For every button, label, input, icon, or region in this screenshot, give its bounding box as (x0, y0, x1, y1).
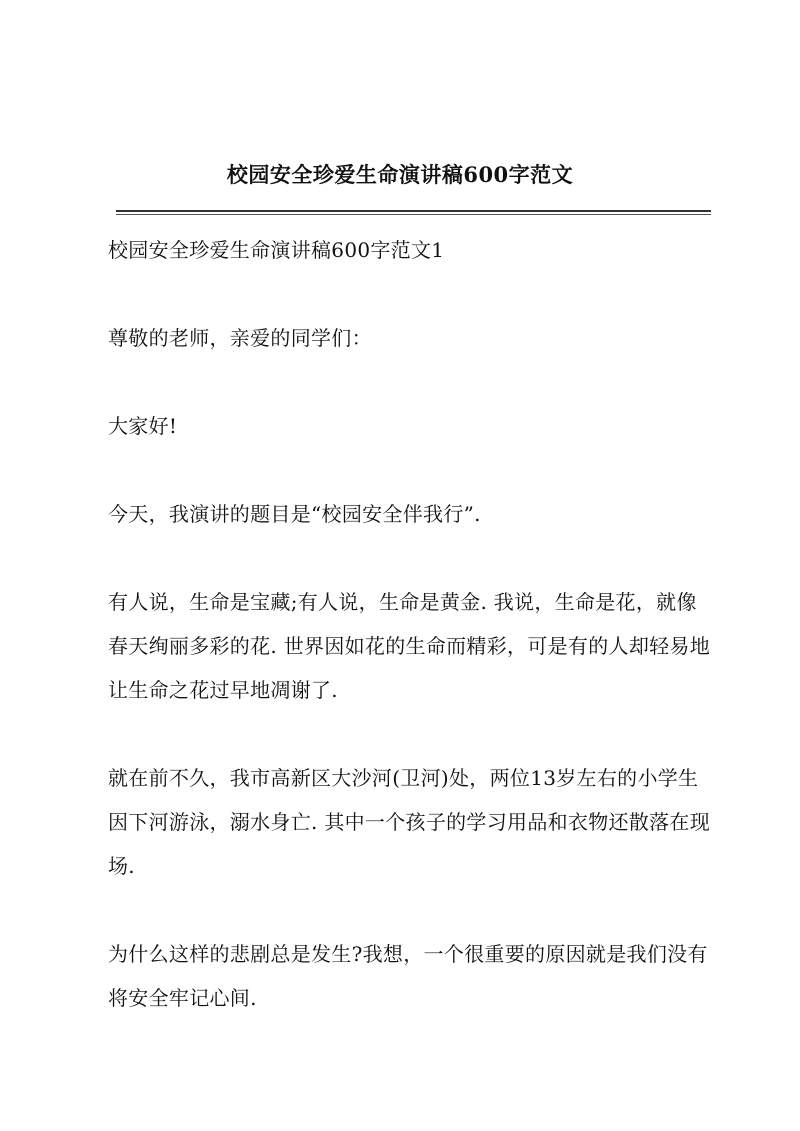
topic-paragraph: 今天，我演讲的题目是“校园安全伴我行”. (108, 502, 481, 526)
body-paragraph: 就在前不久，我市高新区大沙河(卫河)处，两位13岁左右的小学生因下河游泳，溺水身亡. 其中一个孩子的学习用品和衣物还散落在现场. (108, 766, 711, 878)
salutation-paragraph: 尊敬的老师，亲爱的同学们： (108, 326, 372, 350)
title-divider-thin (116, 214, 711, 215)
section-heading: 校园安全珍爱生命演讲稿600字范文1 (108, 238, 445, 262)
document-title: 校园安全珍爱生命演讲稿600字范文 (226, 162, 574, 187)
greeting-paragraph: 大家好! (108, 414, 178, 438)
body-paragraph: 为什么这样的悲剧总是发生?我想，一个很重要的原因就是我们没有将安全牢记心间. (108, 942, 708, 1010)
document-body (108, 228, 712, 1020)
title-divider-thick (116, 210, 711, 212)
body-paragraph: 有人说，生命是宝藏;有人说，生命是黄金. 我说，生命是花，就像春天绚丽多彩的花. 世界因如花的生命而精彩，可是有的人却轻易地让生命之花过早地凋谢了. (108, 590, 711, 702)
